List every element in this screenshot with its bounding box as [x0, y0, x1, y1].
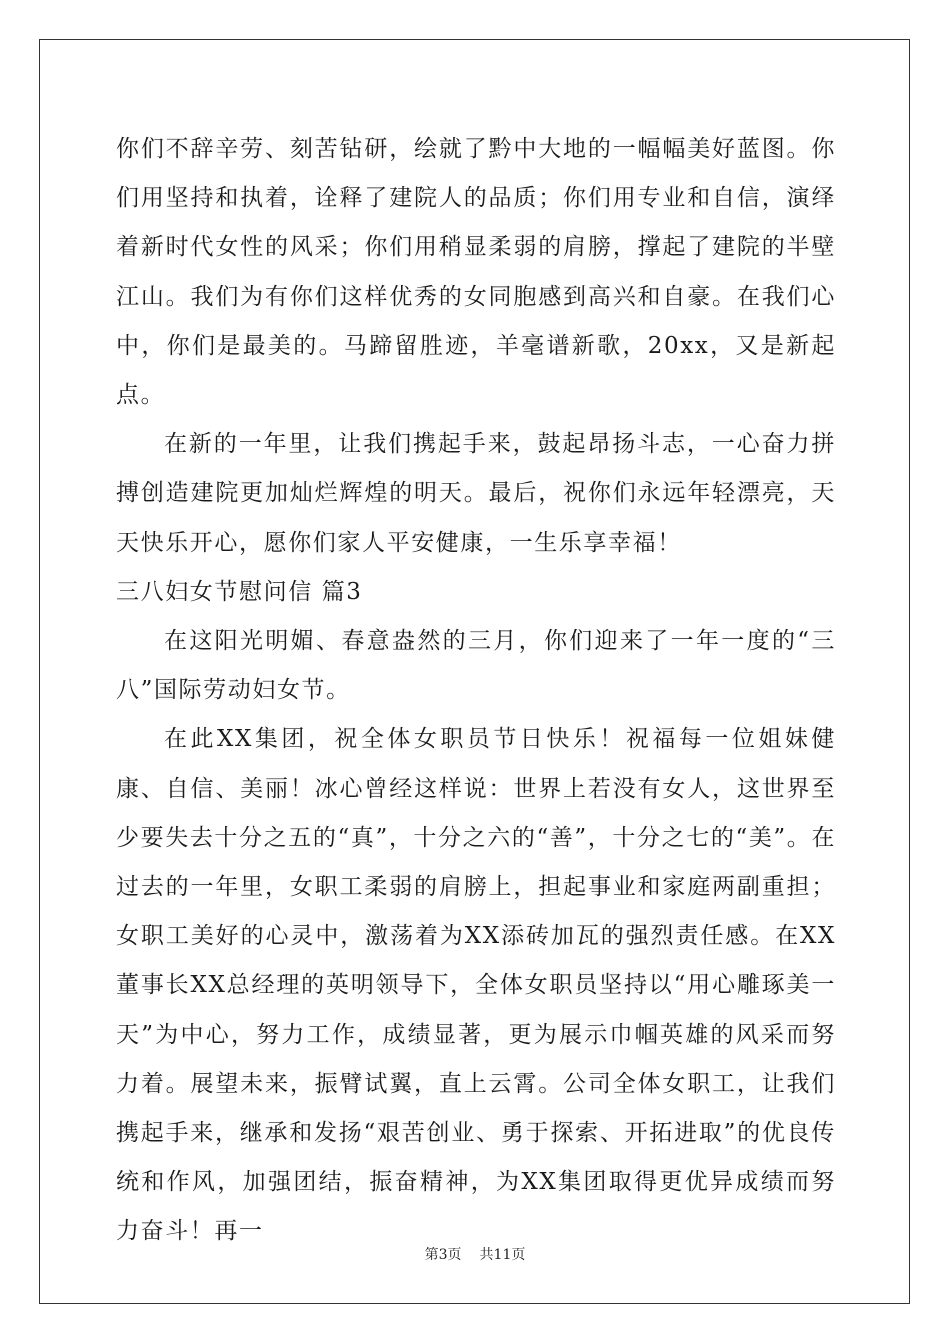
- page-footer: [0, 1244, 950, 1264]
- section-heading: 三八妇女节慰问信 篇3: [116, 578, 363, 605]
- paragraph-greeting: 在这阳光明媚、春意盎然的三月，你们迎来了一年一度的“三八”国际劳动妇女节。: [116, 628, 836, 704]
- page-number: 第3页: [424, 1247, 462, 1263]
- paragraph-main: 在此XX集团，祝全体女职员节日快乐！祝福每一位姐妹健康、自信、美丽！冰心曾经这样说：世界上若没有女人，这世界至少要失去十分之五的“真”，十分之六的“善”，十分之七的“美”。在过去的一年里，女职工柔弱的肩膀上，担起事业和家庭两副重担；女职工美好的心灵中，激荡着为XX添砖加瓦的强烈责任感。在XX董事长XX总经理的英明领导下，全体女职员坚持以“用心雕琢美一天”为中心，努力工作，成绩显著，更为展示巾帼英雄的风采而努力着。展望未来，振臂试翼，直上云霄。公司全体女职工，让我们携起手来，继承和发扬“艰苦创业、勇于探索、开拓进取”的优良传统和作风，加强团结，振奋精神，为XX集团取得更优异成绩而努力奋斗！再一: [116, 726, 836, 1245]
- page-total: 共11页: [479, 1247, 526, 1263]
- paragraph-continued: 你们不辞辛劳、刻苦钻研，绘就了黔中大地的一幅幅美好蓝图。你们用坚持和执着，诠释了建院人的品质；你们用专业和自信，演绎着新时代女性的风采；你们用稍显柔弱的肩膀，撑起了建院的半壁江山。我们为有你们这样优秀的女同胞感到高兴和自豪。在我们心中，你们是最美的。马蹄留胜迹，羊毫谱新歌，20xx，又是新起点。: [116, 136, 836, 409]
- document-body: [116, 125, 836, 1257]
- paragraph-closing-wishes: 在新的一年里，让我们携起手来，鼓起昂扬斗志，一心奋力拼搏创造建院更加灿烂辉煌的明天。最后，祝你们永远年轻漂亮，天天快乐开心，愿你们家人平安健康，一生乐享幸福！: [116, 431, 836, 556]
